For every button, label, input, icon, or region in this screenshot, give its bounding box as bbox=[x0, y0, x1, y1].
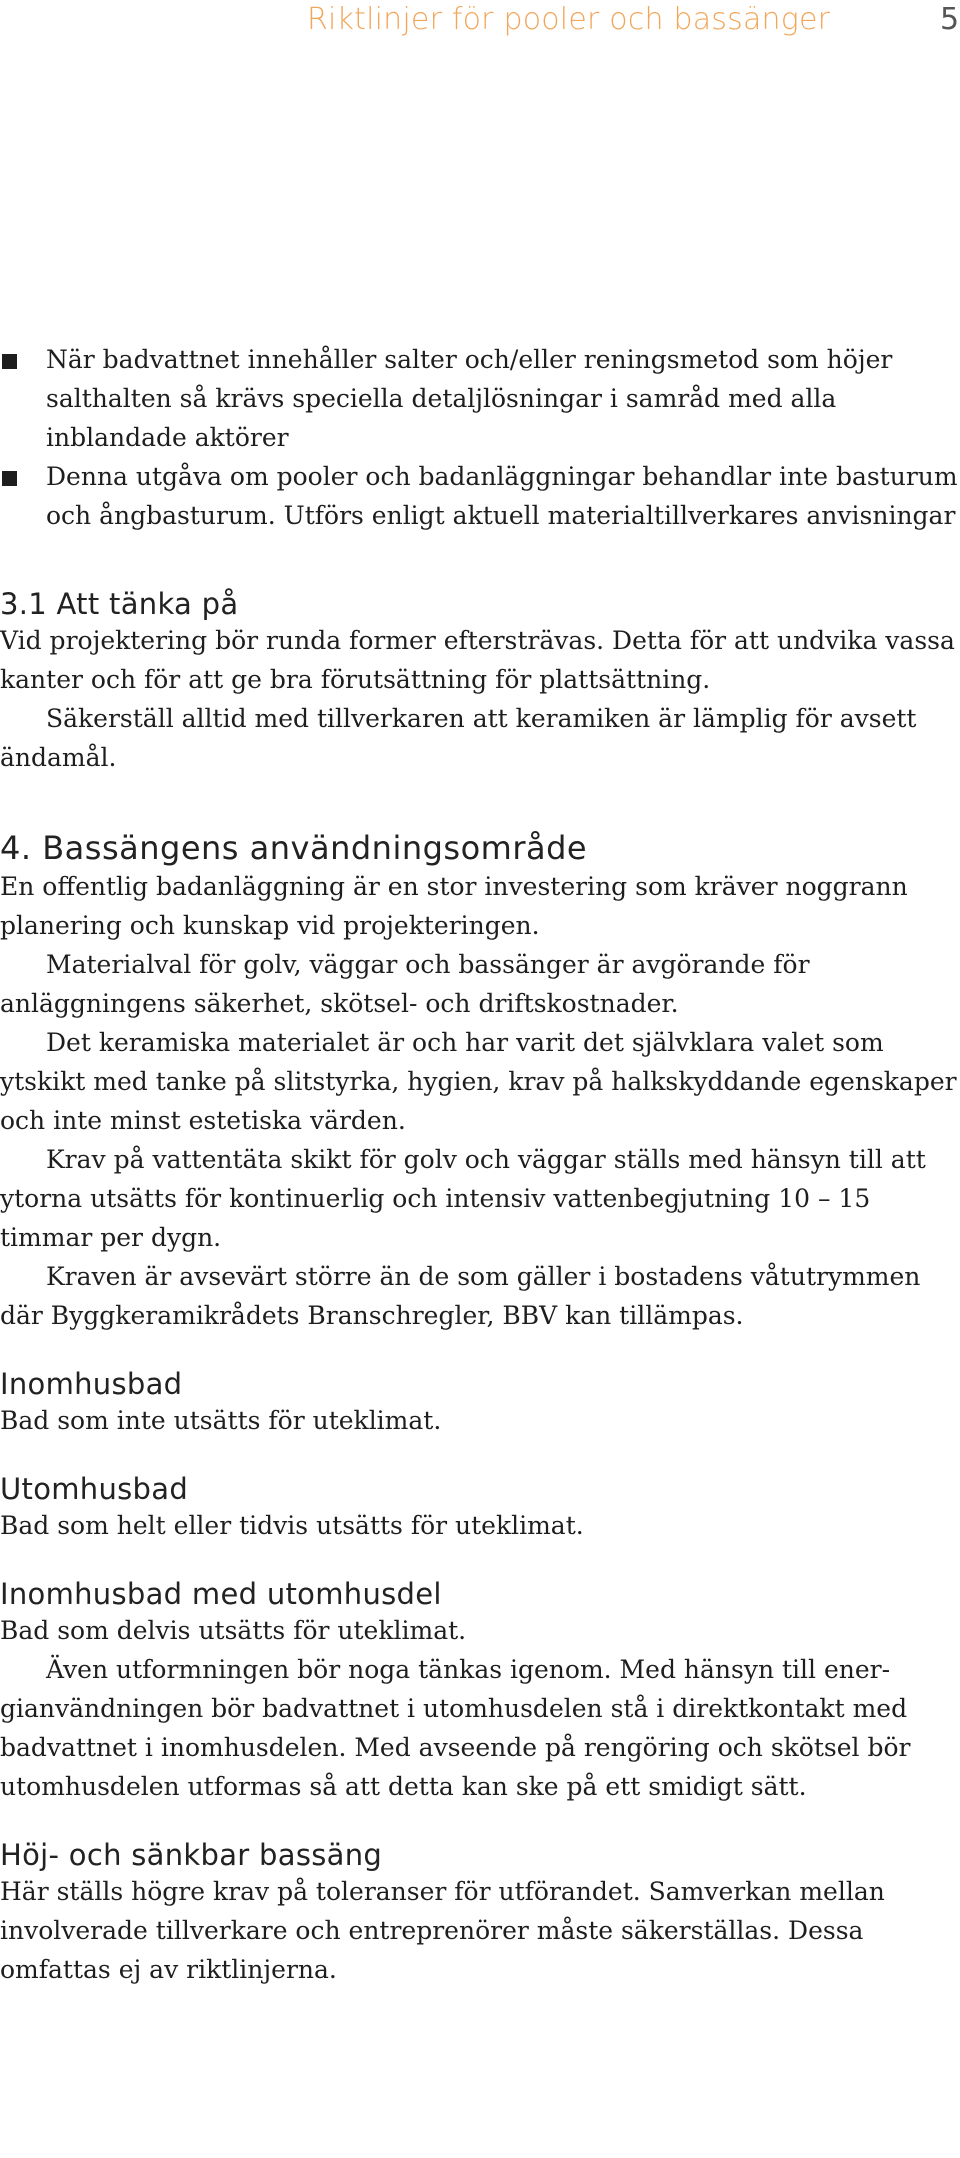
section-utomhusbad bbox=[0, 1472, 960, 1545]
bullet-text: När badvattnet innehåller salter och/eller reningsmetod som höjer salthalten så krävs speciella detaljlösningar i samråd med alla inblandade aktörer bbox=[46, 345, 893, 452]
paragraph: Kraven är avsevärt större än de som gäller i bostadens våtutrymmen där Byggkeramikrådets Branschregler, BBV kan tillämpas. bbox=[0, 1262, 921, 1330]
page-header bbox=[0, 0, 960, 44]
section-heading: 4. Bassängens användningsområde bbox=[0, 829, 588, 867]
paragraph: Här ställs högre krav på toleranser för utförandet. Samverkan mellan involverade tillverkare och entreprenörer måste säkerställas. Dessa omfattas ej av riktlinjerna. bbox=[0, 1877, 885, 1984]
running-title: Riktlinjer för pooler och bassänger bbox=[307, 2, 831, 37]
section-inomhusbad bbox=[0, 1367, 960, 1440]
subsection-heading: Inomhusbad med utomhusdel bbox=[0, 1577, 442, 1611]
list-item bbox=[0, 340, 960, 457]
subsection-heading: Inomhusbad bbox=[0, 1367, 183, 1401]
section-3-1 bbox=[0, 587, 960, 777]
section-4 bbox=[0, 829, 960, 1335]
paragraph: Materialval för golv, väggar och bassänger är avgörande för anläggningens säkerhet, skötsel- och driftskostnader. bbox=[0, 950, 810, 1018]
bullet-text: Denna utgåva om pooler och badanläggningar behandlar inte basturum och ångbasturum. Utförs enligt aktuell materialtillverkares anvisningar bbox=[46, 462, 958, 530]
square-bullet-icon bbox=[2, 354, 17, 369]
list-item bbox=[0, 457, 960, 535]
subsection-heading: Utomhusbad bbox=[0, 1472, 189, 1506]
paragraph: Det keramiska materialet är och har varit det självklara valet som ytskikt med tanke på slitstyrka, hygien, krav på halkskyddande egenskaper och inte minst estetiska värden. bbox=[0, 1028, 957, 1135]
paragraph: Säkerställ alltid med tillverkaren att keramiken är lämplig för avsett ändamål. bbox=[0, 704, 917, 772]
paragraph: Vid projektering bör runda former eftersträvas. Detta för att undvika vassa kanter och för att ge bra förutsättning för plattsättning. bbox=[0, 626, 955, 694]
paragraph: Även utformningen bör noga tänkas igenom. Med hänsyn till energianvändningen bör badvattnet i utomhusdelen stå i direktkontakt med badvattnet i inomhusdelen. Med avseende på rengöring och skötsel bör utomhusdelen utformas så att detta kan ske på ett smidigt sätt. bbox=[0, 1655, 911, 1801]
section-inomhusbad-med-utomhusdel bbox=[0, 1577, 960, 1806]
section-hoj-sankbar bbox=[0, 1838, 960, 1989]
paragraph: Bad som helt eller tidvis utsätts för uteklimat. bbox=[0, 1511, 584, 1540]
page-number: 5 bbox=[940, 2, 960, 37]
page-content bbox=[0, 340, 960, 1989]
paragraph: Bad som inte utsätts för uteklimat. bbox=[0, 1406, 442, 1435]
paragraph: Krav på vattentäta skikt för golv och väggar ställs med hänsyn till att ytorna utsätts för kontinuerlig och intensiv vattenbegjutning 10 – 15 timmar per dygn. bbox=[0, 1145, 926, 1252]
paragraph: En offentlig badanläggning är en stor investering som kräver noggrann planering och kunskap vid projekteringen. bbox=[0, 872, 908, 940]
square-bullet-icon bbox=[2, 471, 17, 486]
paragraph: Bad som delvis utsätts för uteklimat. bbox=[0, 1616, 467, 1645]
section-heading: 3.1 Att tänka på bbox=[0, 587, 239, 621]
subsection-heading: Höj- och sänkbar bassäng bbox=[0, 1838, 383, 1872]
bullet-list bbox=[0, 340, 960, 535]
